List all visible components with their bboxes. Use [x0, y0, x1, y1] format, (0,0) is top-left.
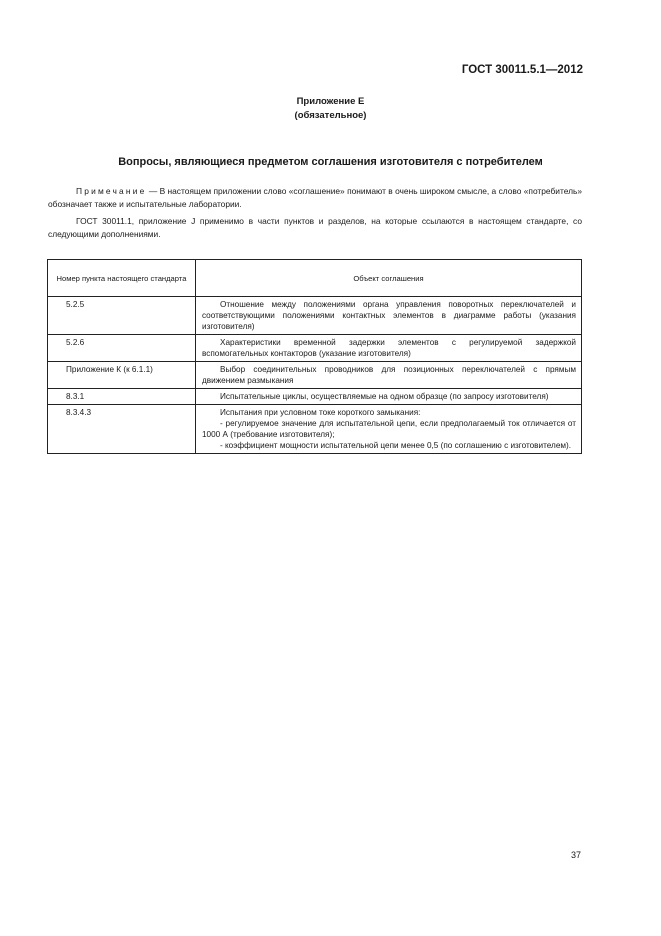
annex-heading — [0, 95, 661, 123]
object-line: Испытательные циклы, осуществляемые на одном образце (по запросу изготовителя) — [220, 392, 549, 401]
table-header-row — [48, 260, 582, 297]
clause-cell: 8.3.1 — [48, 389, 196, 405]
object-line: Отношение между положениями органа управления поворотных переключателей и соответствующими положениями контактных элементов в диаграмме работы (указания изготовителя) — [202, 300, 576, 331]
object-cell — [196, 335, 582, 362]
agreement-table — [47, 259, 582, 454]
clause-cell: 8.3.4.3 — [48, 405, 196, 454]
object-cell — [196, 405, 582, 454]
object-line: Характеристики временной задержки элементов с регулируемой задержкой вспомогательных контакторов (указание изготовителя) — [202, 338, 576, 358]
table-row — [48, 297, 582, 335]
header-object: Объект соглашения — [196, 260, 582, 297]
note-text: — В настоящем приложении слово «соглашение» понимают в очень широком смысле, а слово «потребитель» обозначает также и испытательные лаборатории. — [48, 186, 582, 209]
section-title: Вопросы, являющиеся предметом соглашения изготовителя с потребителем — [118, 156, 543, 168]
object-cell — [196, 362, 582, 389]
annex-title: Приложение Е — [296, 96, 365, 107]
page-number: 37 — [570, 850, 581, 860]
intro-paragraph: ГОСТ 30011.1, приложение J применимо в части пунктов и разделов, на которые ссылаются в настоящем стандарте, со следующими дополнениями. — [48, 216, 582, 239]
object-line: - коэффициент мощности испытательной цепи менее 0,5 (по соглашению с изготовителем). — [220, 441, 572, 450]
object-cell — [196, 297, 582, 335]
object-line: Испытания при условном токе короткого замыкания: — [220, 408, 421, 417]
object-line: Выбор соединительных проводников для позиционных переключателей с прямым движением размыкания — [202, 365, 576, 385]
table-row — [48, 362, 582, 389]
header-clause: Номер пункта настоящего стандарта — [48, 260, 196, 297]
object-line: - регулируемое значение для испытательной цепи, если предполагаемый ток отличается от 1000 А (требование изготовителя); — [202, 419, 576, 439]
annex-status: (обязательное) — [294, 110, 367, 121]
table-row — [48, 389, 582, 405]
note-label: Примечание — [76, 186, 147, 196]
clause-cell: 5.2.6 — [48, 335, 196, 362]
clause-cell: Приложение К (к 6.1.1) — [48, 362, 196, 389]
standard-code: ГОСТ 30011.5.1—2012 — [461, 64, 583, 76]
object-cell — [196, 389, 582, 405]
clause-cell: 5.2.5 — [48, 297, 196, 335]
table-row — [48, 405, 582, 454]
note-paragraph — [48, 185, 582, 211]
table-row — [48, 335, 582, 362]
